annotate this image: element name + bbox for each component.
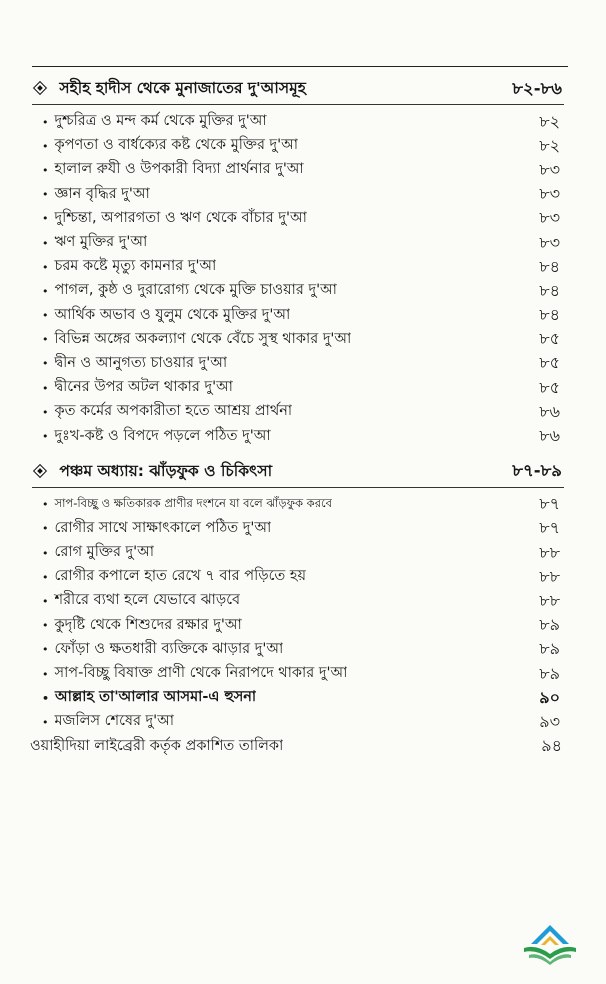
entry-label: সাপ-বিচ্ছু ও ক্ষতিকারক প্রাণীর দংশনে যা বলে ঝাঁড়ফুক করবে bbox=[54, 496, 333, 511]
bullet-icon: • bbox=[42, 667, 49, 681]
toc-entry[interactable] bbox=[30, 517, 566, 541]
bullet-icon: • bbox=[42, 643, 49, 657]
entry-label: মজলিস শেষের দু'আ bbox=[54, 713, 175, 730]
bullet-icon: • bbox=[42, 357, 49, 371]
entry-page: ৮৬ bbox=[539, 426, 560, 446]
bullet-icon: • bbox=[42, 570, 49, 584]
section-page-range: ৮৭-৮৯ bbox=[512, 461, 562, 481]
entry-page: ৮৬ bbox=[539, 401, 560, 421]
toc-entry[interactable] bbox=[30, 638, 566, 662]
entry-page: ৮৫ bbox=[539, 377, 560, 397]
bullet-icon: • bbox=[42, 139, 49, 153]
entry-page: ৮৯ bbox=[539, 639, 560, 659]
bullet-icon: • bbox=[42, 333, 49, 347]
entry-page: ৮৮ bbox=[539, 590, 560, 610]
toc-entry[interactable] bbox=[30, 183, 566, 207]
entry-page: ৮২ bbox=[539, 111, 560, 131]
toc-entry[interactable] bbox=[30, 400, 566, 424]
toc-entry[interactable] bbox=[30, 207, 566, 231]
toc-entry[interactable] bbox=[30, 231, 566, 255]
entry-page: ৮৮ bbox=[539, 542, 560, 562]
entry-label: বিভিন্ন অঙ্গের অকল্যাণ থেকে বেঁচে সুস্থ থাকার দু'আ bbox=[54, 330, 352, 347]
toc-entry[interactable] bbox=[30, 158, 566, 182]
entry-page: ৮৪ bbox=[539, 256, 560, 276]
top-rule bbox=[32, 66, 568, 67]
entry-label: ফোঁড়া ও ক্ষতধারী ব্যক্তিকে ঝাড়ার দু'আ bbox=[54, 640, 284, 657]
toc-entry[interactable] bbox=[30, 493, 566, 517]
entry-label: সাপ-বিচ্ছু বিষাক্ত প্রাণী থেকে নিরাপদে থাকার দু'আ bbox=[54, 665, 348, 682]
entry-label: পাগল, কুষ্ঠ ও দুরারোগ্য থেকে মুক্তি চাওয়ার দু'আ bbox=[54, 282, 337, 299]
bullet-icon: • bbox=[42, 522, 49, 536]
entry-label: দুশ্চরিত্র ও মন্দ কর্ম থেকে মুক্তির দু'আ bbox=[54, 113, 267, 130]
bullet-icon: • bbox=[42, 546, 49, 560]
entry-label: কৃপণতা ও বার্ধক্যের কষ্ট থেকে মুক্তির দু'আ bbox=[54, 137, 299, 154]
bullet-icon: • bbox=[42, 212, 49, 226]
entry-page: ৯০ bbox=[539, 687, 560, 707]
toc-entry[interactable] bbox=[30, 279, 566, 303]
entry-label: দুশ্চিন্তা, অপারগতা ও ঋণ থেকে বাঁচার দু'আ bbox=[54, 209, 307, 226]
bullet-icon: • bbox=[42, 260, 49, 274]
entry-page: ৮৮ bbox=[539, 566, 560, 586]
bullet-icon: • bbox=[42, 594, 49, 608]
bullet-icon: • bbox=[42, 498, 49, 512]
entry-label: দ্বীন ও আনুগত্য চাওয়ার দু'আ bbox=[54, 354, 228, 371]
section-underline bbox=[32, 104, 564, 105]
bullet-icon: • bbox=[42, 284, 49, 298]
entry-page: ৯৪ bbox=[541, 736, 562, 756]
bullet-icon: • bbox=[42, 309, 49, 323]
toc-entry[interactable] bbox=[30, 424, 566, 448]
section-underline bbox=[32, 487, 564, 488]
entry-page: ৮২ bbox=[539, 135, 560, 155]
bullet-icon: • bbox=[42, 381, 49, 395]
toc-entry[interactable] bbox=[30, 328, 566, 352]
bullet-icon: • bbox=[42, 163, 49, 177]
toc-entry[interactable] bbox=[30, 662, 566, 686]
section-page-range: ৮২-৮৬ bbox=[512, 78, 562, 98]
entry-label: রোগ মুক্তির দু'আ bbox=[54, 544, 155, 561]
section-title: পঞ্চম অধ্যায়: ঝাঁড়ফুক ও চিকিৎসা bbox=[59, 461, 273, 480]
entry-page: ৮৫ bbox=[539, 329, 560, 349]
toc-entry[interactable] bbox=[30, 614, 566, 638]
entry-page: ৮৩ bbox=[539, 208, 560, 228]
toc-entry[interactable] bbox=[30, 134, 566, 158]
entry-label: কৃত কর্মের অপকারীতা হতে আশ্রয় প্রার্থনা bbox=[54, 403, 293, 420]
entry-label: দ্বীনের উপর অটল থাকার দু'আ bbox=[54, 379, 233, 396]
entry-page: ৮৩ bbox=[539, 184, 560, 204]
section-title: সহীহ হাদীস থেকে মুনাজাতের দু'আসমূহ bbox=[59, 79, 306, 97]
toc-entry[interactable] bbox=[30, 710, 566, 734]
entry-page: ৮৯ bbox=[539, 615, 560, 635]
toc-entry[interactable] bbox=[30, 589, 566, 613]
entry-label: রোগীর কপালে হাত রেখে ৭ বার পড়িতে হয় bbox=[54, 568, 307, 585]
bullet-icon: • bbox=[42, 691, 50, 705]
entry-label: কুদৃষ্টি থেকে শিশুদের রক্ষার দু'আ bbox=[54, 616, 242, 633]
toc-entry[interactable] bbox=[30, 376, 566, 400]
entry-label: আর্থিক অভাব ও যুলুম থেকে মুক্তির দু'আ bbox=[54, 306, 291, 323]
diamond-bullet-icon bbox=[33, 81, 47, 95]
entry-page: ৮৪ bbox=[539, 305, 560, 325]
toc-entry[interactable] bbox=[30, 541, 566, 565]
toc-entry[interactable] bbox=[30, 565, 566, 589]
entry-label: আল্লাহ তা'আলার আসমা-এ হুসনা bbox=[55, 689, 257, 706]
toc-entry[interactable] bbox=[30, 304, 566, 328]
entry-label: চরম কষ্টে মৃত্যু কামনার দু'আ bbox=[54, 258, 217, 275]
toc-entry[interactable] bbox=[30, 352, 566, 376]
entry-label: ওয়াহীদিয়া লাইব্রেরী কর্তৃক প্রকাশিত তালিকা bbox=[30, 737, 284, 754]
entry-page: ৮৯ bbox=[539, 663, 560, 683]
bullet-icon: • bbox=[42, 430, 49, 444]
entry-label: রোগীর সাথে সাক্ষাৎকালে পঠিত দু'আ bbox=[54, 519, 272, 536]
entry-label: ঋণ মুক্তির দু'আ bbox=[54, 234, 148, 251]
section-header-chapter-five[interactable] bbox=[30, 457, 566, 487]
entry-label: হালাল রুযী ও উপকারী বিদ্যা প্রার্থনার দু'আ bbox=[54, 161, 304, 178]
entry-page: ৮৭ bbox=[539, 494, 560, 514]
toc-entry[interactable] bbox=[30, 686, 566, 710]
bullet-icon: • bbox=[42, 405, 49, 419]
diamond-bullet-icon bbox=[33, 464, 47, 478]
bullet-icon: • bbox=[42, 115, 49, 129]
entry-page: ৯৩ bbox=[539, 711, 560, 731]
toc-entry[interactable] bbox=[30, 255, 566, 279]
toc-entry[interactable] bbox=[30, 110, 566, 134]
section-header-munajat[interactable] bbox=[30, 74, 566, 104]
entry-label: শরীরে ব্যথা হলে যেভাবে ঝাড়বে bbox=[54, 592, 241, 609]
toc-entry-final[interactable] bbox=[30, 735, 566, 759]
entry-page: ৮৭ bbox=[539, 518, 560, 538]
publisher-logo-icon bbox=[521, 922, 579, 966]
bullet-icon: • bbox=[42, 715, 49, 729]
entry-label: জ্ঞান বৃদ্ধির দু'আ bbox=[54, 185, 150, 202]
entry-page: ৮৫ bbox=[539, 353, 560, 373]
entry-label: দুঃখ-কষ্ট ও বিপদে পড়লে পঠিত দু'আ bbox=[54, 427, 271, 444]
bullet-icon: • bbox=[42, 236, 49, 250]
bullet-icon: • bbox=[42, 188, 49, 202]
entry-page: ৮৩ bbox=[539, 159, 560, 179]
bullet-icon: • bbox=[42, 619, 49, 633]
table-of-contents bbox=[30, 74, 566, 759]
entry-page: ৮৪ bbox=[539, 280, 560, 300]
entry-page: ৮৩ bbox=[539, 232, 560, 252]
